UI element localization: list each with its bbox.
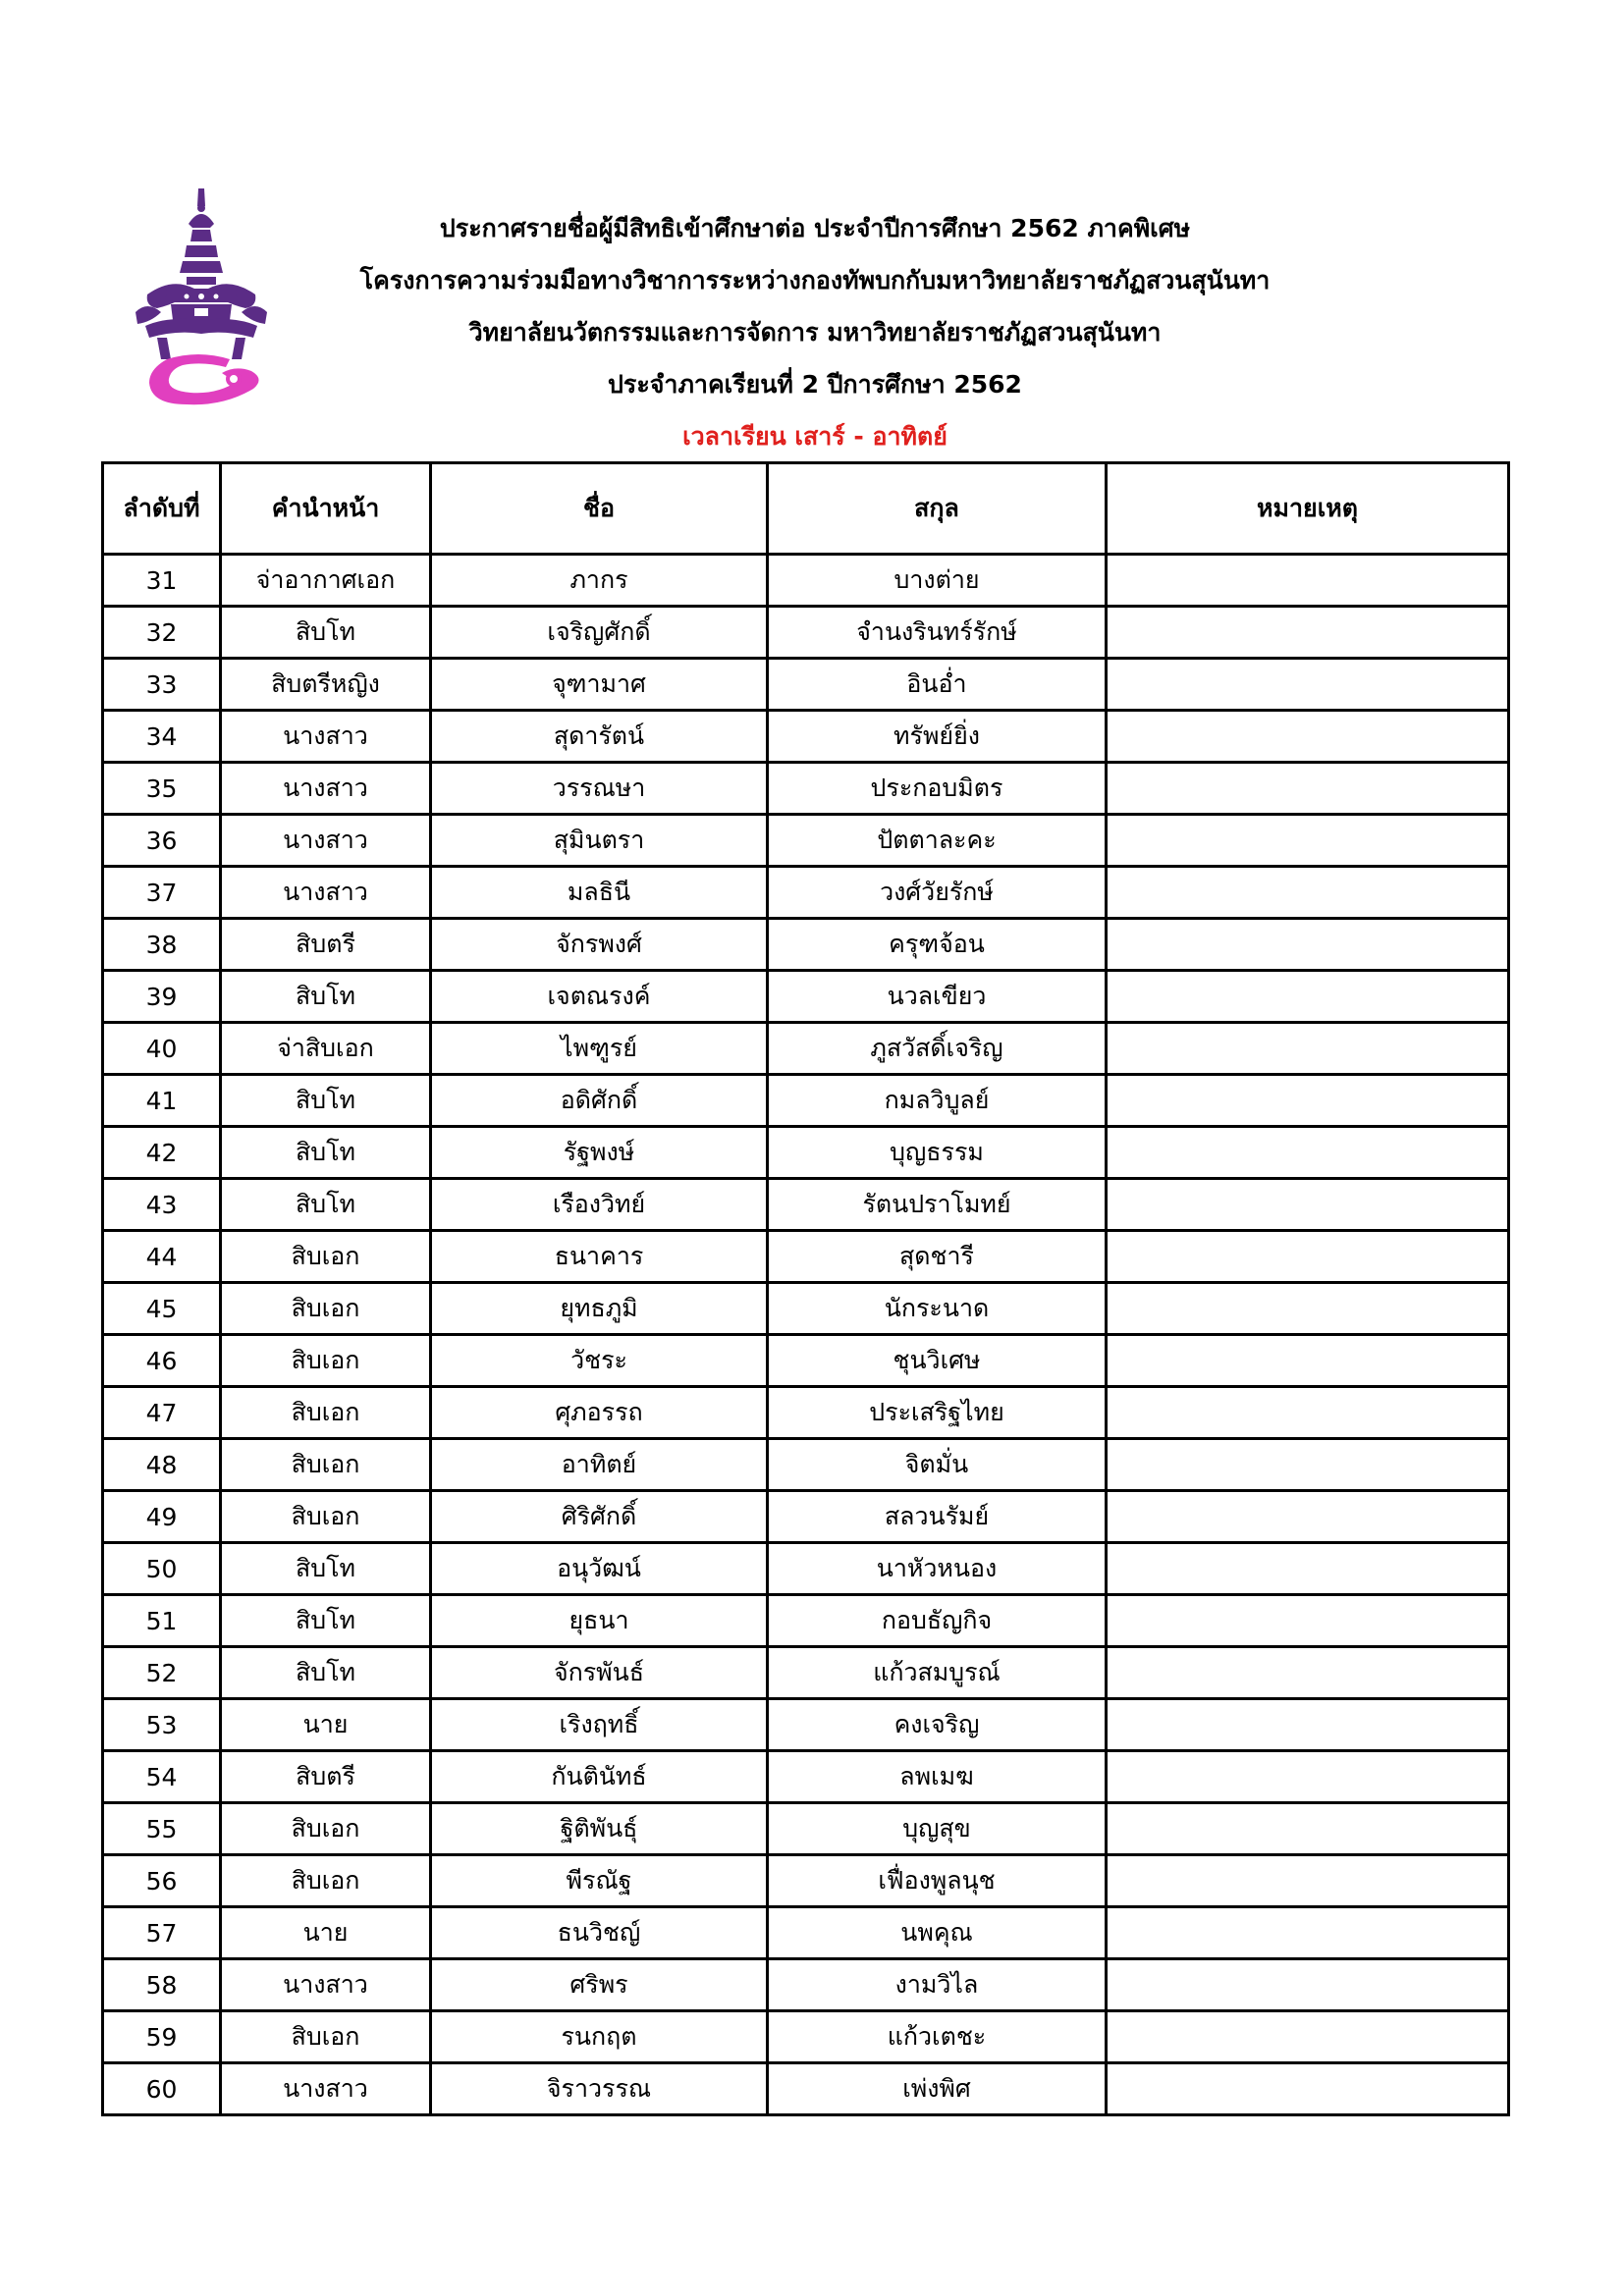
row-first-name: วรรณษา bbox=[431, 763, 768, 815]
row-title: สิบเอก bbox=[221, 1387, 431, 1439]
row-remark bbox=[1107, 1179, 1509, 1231]
row-first-name: เริงฤทธิ์ bbox=[431, 1699, 768, 1751]
row-first-name: ศิริศักดิ์ bbox=[431, 1491, 768, 1543]
row-first-name: มลธินี bbox=[431, 867, 768, 919]
row-title: จ่าอากาศเอก bbox=[221, 555, 431, 607]
college-title: วิทยาลัยนวัตกรรมและการจัดการ มหาวิทยาลัยราชภัฏสวนสุนันทา bbox=[468, 318, 1162, 347]
university-crest-logo bbox=[128, 187, 275, 407]
row-first-name: เจริญศักดิ์ bbox=[431, 607, 768, 659]
row-last-name: กมลวิบูลย์ bbox=[768, 1075, 1107, 1127]
row-no: 48 bbox=[103, 1439, 221, 1491]
row-last-name: นาหัวหนอง bbox=[768, 1543, 1107, 1595]
row-last-name: นักระนาด bbox=[768, 1283, 1107, 1335]
row-title: นางสาว bbox=[221, 763, 431, 815]
row-title: นางสาว bbox=[221, 867, 431, 919]
table-row bbox=[103, 1751, 1509, 1803]
row-remark bbox=[1107, 971, 1509, 1023]
row-last-name: บางต่าย bbox=[768, 555, 1107, 607]
row-no: 36 bbox=[103, 815, 221, 867]
row-no: 40 bbox=[103, 1023, 221, 1075]
row-title: นางสาว bbox=[221, 815, 431, 867]
row-first-name: ธนวิชญ์ bbox=[431, 1907, 768, 1959]
row-no: 50 bbox=[103, 1543, 221, 1595]
table-row bbox=[103, 607, 1509, 659]
row-title: นาย bbox=[221, 1907, 431, 1959]
row-first-name: พีรณัฐ bbox=[431, 1855, 768, 1907]
row-title: สิบเอก bbox=[221, 1855, 431, 1907]
row-last-name: เพ่งพิศ bbox=[768, 2063, 1107, 2115]
table-row bbox=[103, 1699, 1509, 1751]
header-no: ลำดับที่ bbox=[103, 463, 221, 555]
row-title: สิบโท bbox=[221, 1647, 431, 1699]
row-last-name: ประกอบมิตร bbox=[768, 763, 1107, 815]
row-last-name: บุญสุข bbox=[768, 1803, 1107, 1855]
row-title: นาย bbox=[221, 1699, 431, 1751]
row-title: จ่าสิบเอก bbox=[221, 1023, 431, 1075]
row-remark bbox=[1107, 763, 1509, 815]
row-no: 43 bbox=[103, 1179, 221, 1231]
table-row bbox=[103, 971, 1509, 1023]
row-no: 45 bbox=[103, 1283, 221, 1335]
row-remark bbox=[1107, 867, 1509, 919]
row-first-name: ฐิติพันธุ์ bbox=[431, 1803, 768, 1855]
row-first-name: ภากร bbox=[431, 555, 768, 607]
table-row bbox=[103, 815, 1509, 867]
row-first-name: รนกฤต bbox=[431, 2011, 768, 2063]
row-first-name: กันตินัทธ์ bbox=[431, 1751, 768, 1803]
row-last-name: บุญธรรม bbox=[768, 1127, 1107, 1179]
row-remark bbox=[1107, 1855, 1509, 1907]
table-row bbox=[103, 1023, 1509, 1075]
row-title: สิบโท bbox=[221, 1179, 431, 1231]
table-row bbox=[103, 1179, 1509, 1231]
row-first-name: ศุภอรรถ bbox=[431, 1387, 768, 1439]
table-row bbox=[103, 1595, 1509, 1647]
row-no: 32 bbox=[103, 607, 221, 659]
table-row bbox=[103, 1543, 1509, 1595]
row-remark bbox=[1107, 2011, 1509, 2063]
table-row bbox=[103, 1231, 1509, 1283]
row-first-name: รัฐพงษ์ bbox=[431, 1127, 768, 1179]
table-row bbox=[103, 1387, 1509, 1439]
row-last-name: รัตนปราโมทย์ bbox=[768, 1179, 1107, 1231]
row-title: สิบเอก bbox=[221, 1803, 431, 1855]
row-remark bbox=[1107, 1959, 1509, 2011]
row-title: สิบเอก bbox=[221, 1283, 431, 1335]
row-no: 34 bbox=[103, 711, 221, 763]
table-row bbox=[103, 1075, 1509, 1127]
row-no: 54 bbox=[103, 1751, 221, 1803]
row-title: สิบเอก bbox=[221, 1335, 431, 1387]
table-header-row bbox=[103, 463, 1509, 555]
row-no: 44 bbox=[103, 1231, 221, 1283]
table-row bbox=[103, 1335, 1509, 1387]
table-row bbox=[103, 555, 1509, 607]
row-no: 55 bbox=[103, 1803, 221, 1855]
header-first-name: ชื่อ bbox=[431, 463, 768, 555]
row-no: 47 bbox=[103, 1387, 221, 1439]
row-no: 41 bbox=[103, 1075, 221, 1127]
announcement-title: ประกาศรายชื่อผู้มีสิทธิเข้าศึกษาต่อ ประจำปีการศึกษา 2562 ภาคพิเศษ bbox=[439, 214, 1191, 242]
row-no: 53 bbox=[103, 1699, 221, 1751]
row-no: 52 bbox=[103, 1647, 221, 1699]
row-remark bbox=[1107, 1439, 1509, 1491]
row-last-name: แก้วสมบูรณ์ bbox=[768, 1647, 1107, 1699]
row-first-name: ยุทธภูมิ bbox=[431, 1283, 768, 1335]
row-no: 51 bbox=[103, 1595, 221, 1647]
row-no: 31 bbox=[103, 555, 221, 607]
row-last-name: นวลเขียว bbox=[768, 971, 1107, 1023]
row-title: นางสาว bbox=[221, 711, 431, 763]
row-last-name: ทรัพย์ยิ่ง bbox=[768, 711, 1107, 763]
row-first-name: ไพฑูรย์ bbox=[431, 1023, 768, 1075]
row-first-name: สุดารัตน์ bbox=[431, 711, 768, 763]
row-remark bbox=[1107, 1231, 1509, 1283]
header-last-name: สกุล bbox=[768, 463, 1107, 555]
row-remark bbox=[1107, 1751, 1509, 1803]
table-row bbox=[103, 2063, 1509, 2115]
row-remark bbox=[1107, 1387, 1509, 1439]
row-no: 49 bbox=[103, 1491, 221, 1543]
row-last-name: กอบธัญกิจ bbox=[768, 1595, 1107, 1647]
row-title: สิบโท bbox=[221, 971, 431, 1023]
row-last-name: อินอ่ำ bbox=[768, 659, 1107, 711]
row-title: นางสาว bbox=[221, 1959, 431, 2011]
row-title: สิบโท bbox=[221, 607, 431, 659]
row-no: 38 bbox=[103, 919, 221, 971]
row-first-name: จักรพันธ์ bbox=[431, 1647, 768, 1699]
row-title: สิบโท bbox=[221, 1127, 431, 1179]
semester-title: ประจำภาคเรียนที่ 2 ปีการศึกษา 2562 bbox=[608, 370, 1022, 399]
table-row bbox=[103, 919, 1509, 971]
row-remark bbox=[1107, 815, 1509, 867]
row-remark bbox=[1107, 1283, 1509, 1335]
row-last-name: วงศ์วัยรักษ์ bbox=[768, 867, 1107, 919]
row-no: 57 bbox=[103, 1907, 221, 1959]
row-last-name: จำนงรินทร์รักษ์ bbox=[768, 607, 1107, 659]
row-first-name: สุมินตรา bbox=[431, 815, 768, 867]
row-no: 56 bbox=[103, 1855, 221, 1907]
row-title: สิบตรี bbox=[221, 1751, 431, 1803]
row-last-name: สุดชารี bbox=[768, 1231, 1107, 1283]
header-title: คำนำหน้า bbox=[221, 463, 431, 555]
row-no: 35 bbox=[103, 763, 221, 815]
table-row bbox=[103, 659, 1509, 711]
row-title: สิบเอก bbox=[221, 2011, 431, 2063]
row-remark bbox=[1107, 1907, 1509, 1959]
table-row bbox=[103, 1647, 1509, 1699]
row-last-name: งามวิไล bbox=[768, 1959, 1107, 2011]
row-first-name: วัชระ bbox=[431, 1335, 768, 1387]
row-no: 37 bbox=[103, 867, 221, 919]
row-remark bbox=[1107, 1647, 1509, 1699]
table-row bbox=[103, 1855, 1509, 1907]
row-no: 39 bbox=[103, 971, 221, 1023]
row-first-name: เรืองวิทย์ bbox=[431, 1179, 768, 1231]
row-no: 33 bbox=[103, 659, 221, 711]
row-remark bbox=[1107, 1699, 1509, 1751]
row-first-name: ยุธนา bbox=[431, 1595, 768, 1647]
table-row bbox=[103, 867, 1509, 919]
row-first-name: จักรพงศ์ bbox=[431, 919, 768, 971]
row-first-name: จิราวรรณ bbox=[431, 2063, 768, 2115]
row-last-name: คงเจริญ bbox=[768, 1699, 1107, 1751]
table-row bbox=[103, 2011, 1509, 2063]
row-title: สิบโท bbox=[221, 1543, 431, 1595]
row-first-name: ธนาคาร bbox=[431, 1231, 768, 1283]
row-first-name: อนุวัฒน์ bbox=[431, 1543, 768, 1595]
row-remark bbox=[1107, 1491, 1509, 1543]
row-remark bbox=[1107, 1595, 1509, 1647]
table-row bbox=[103, 1959, 1509, 2011]
row-last-name: สลวนรัมย์ bbox=[768, 1491, 1107, 1543]
row-last-name: ปัตตาละคะ bbox=[768, 815, 1107, 867]
row-first-name: อาทิตย์ bbox=[431, 1439, 768, 1491]
row-title: สิบเอก bbox=[221, 1231, 431, 1283]
schedule-note: เวลาเรียน เสาร์ - อาทิตย์ bbox=[682, 422, 947, 451]
row-no: 46 bbox=[103, 1335, 221, 1387]
row-remark bbox=[1107, 1127, 1509, 1179]
table-row bbox=[103, 1907, 1509, 1959]
table-row bbox=[103, 1439, 1509, 1491]
table-row bbox=[103, 1803, 1509, 1855]
row-last-name: ลพเมฆ bbox=[768, 1751, 1107, 1803]
table-row bbox=[103, 711, 1509, 763]
row-remark bbox=[1107, 659, 1509, 711]
row-title: สิบตรีหญิง bbox=[221, 659, 431, 711]
student-roster-table bbox=[101, 461, 1510, 2116]
table-body bbox=[103, 555, 1509, 2115]
row-last-name: เฟื่องพูลนุช bbox=[768, 1855, 1107, 1907]
table-row bbox=[103, 1491, 1509, 1543]
row-last-name: ภูสวัสดิ์เจริญ bbox=[768, 1023, 1107, 1075]
table-row bbox=[103, 763, 1509, 815]
row-remark bbox=[1107, 555, 1509, 607]
row-remark bbox=[1107, 711, 1509, 763]
row-remark bbox=[1107, 2063, 1509, 2115]
row-remark bbox=[1107, 1803, 1509, 1855]
row-title: สิบโท bbox=[221, 1075, 431, 1127]
row-no: 60 bbox=[103, 2063, 221, 2115]
row-no: 42 bbox=[103, 1127, 221, 1179]
table-row bbox=[103, 1127, 1509, 1179]
row-last-name: ครุฑจ้อน bbox=[768, 919, 1107, 971]
row-title: สิบตรี bbox=[221, 919, 431, 971]
row-no: 59 bbox=[103, 2011, 221, 2063]
row-title: นางสาว bbox=[221, 2063, 431, 2115]
row-remark bbox=[1107, 1335, 1509, 1387]
row-remark bbox=[1107, 919, 1509, 971]
row-remark bbox=[1107, 1543, 1509, 1595]
row-remark bbox=[1107, 1075, 1509, 1127]
row-title: สิบเอก bbox=[221, 1439, 431, 1491]
program-title: โครงการความร่วมมือทางวิชาการระหว่างกองทัพบกกับมหาวิทยาลัยราชภัฏสวนสุนันทา bbox=[359, 266, 1271, 294]
row-title: สิบเอก bbox=[221, 1491, 431, 1543]
row-last-name: ชุนวิเศษ bbox=[768, 1335, 1107, 1387]
table-row bbox=[103, 1283, 1509, 1335]
row-title: สิบโท bbox=[221, 1595, 431, 1647]
row-first-name: อดิศักดิ์ bbox=[431, 1075, 768, 1127]
row-first-name: ศริพร bbox=[431, 1959, 768, 2011]
row-remark bbox=[1107, 607, 1509, 659]
row-first-name: จุฑามาศ bbox=[431, 659, 768, 711]
row-no: 58 bbox=[103, 1959, 221, 2011]
header-remark: หมายเหตุ bbox=[1107, 463, 1509, 555]
row-remark bbox=[1107, 1023, 1509, 1075]
row-first-name: เจตณรงค์ bbox=[431, 971, 768, 1023]
row-last-name: นพคุณ bbox=[768, 1907, 1107, 1959]
row-last-name: แก้วเตชะ bbox=[768, 2011, 1107, 2063]
row-last-name: ประเสริฐไทย bbox=[768, 1387, 1107, 1439]
row-last-name: จิตมั่น bbox=[768, 1439, 1107, 1491]
